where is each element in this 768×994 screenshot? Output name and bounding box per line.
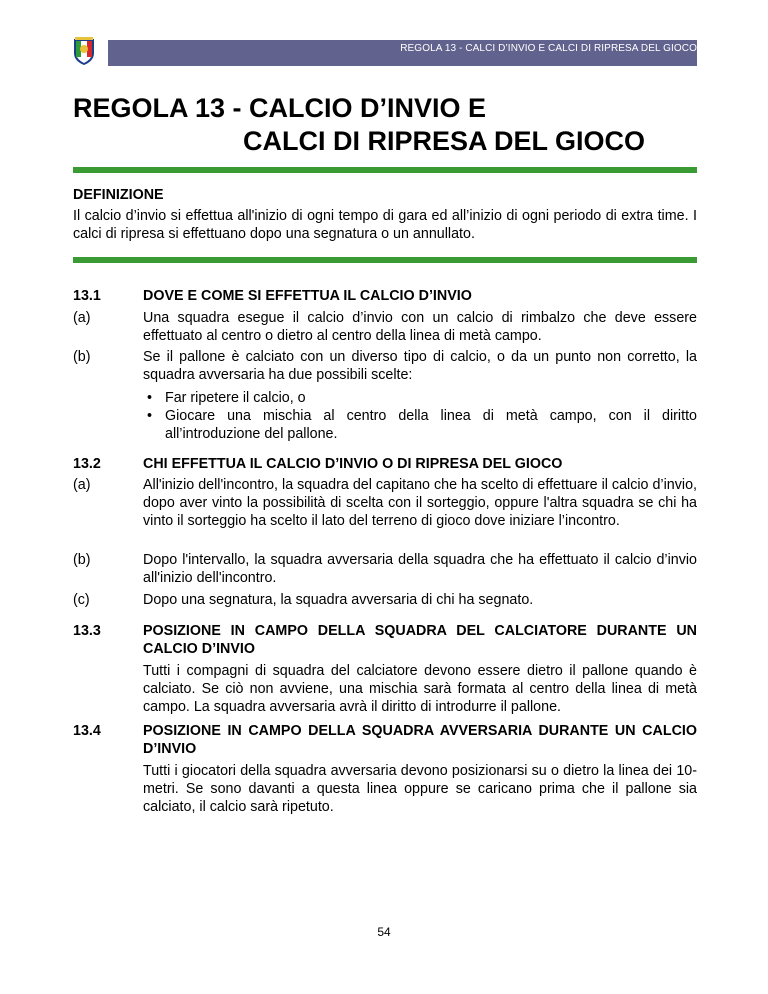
section-13-4-number: 13.4 xyxy=(73,723,101,739)
section-13-2-a-label: (a) xyxy=(73,477,91,493)
section-13-3-number: 13.3 xyxy=(73,623,101,639)
section-13-2-heading: CHI EFFETTUA IL CALCIO D’INVIO O DI RIPRESA DEL GIOCO xyxy=(143,456,563,472)
section-13-1-heading: DOVE E COME SI EFFETTUA IL CALCIO D’INVIO xyxy=(143,288,472,304)
section-13-4-text: Tutti i giocatori della squadra avversaria devono posizionarsi su o dietro la linea dei 10-metri. Se sono davanti a questa linea oppure se caricano prima che il pallone sia calciato, il calcio sarà ripetuto. xyxy=(143,763,697,815)
bullet-item: • Giocare una mischia al centro della linea di metà campo, con il diritto all’introduzione del pallone. xyxy=(143,407,697,443)
section-13-1-a-label: (a) xyxy=(73,310,91,326)
running-header-title: REGOLA 13 - CALCI D’INVIO E CALCI DI RIPRESA DEL GIOCO xyxy=(400,43,697,54)
section-13-3-heading: POSIZIONE IN CAMPO DELLA SQUADRA DEL CALCIATORE DURANTE UN CALCIO D’INVIO xyxy=(143,623,697,657)
definition-heading: DEFINIZIONE xyxy=(73,187,164,203)
green-divider-middle xyxy=(73,257,697,263)
definition-text: Il calcio d’invio si effettua all'inizio di ogni tempo di gara ed all’inizio di ogni periodo di extra time. I calci di ripresa si effettuano dopo una segnatura o un annullato. xyxy=(73,208,697,242)
page-number: 54 xyxy=(377,925,391,939)
section-13-2-b-text: Dopo l'intervallo, la squadra avversaria della squadra che ha effettuato il calcio d’invio all'inizio dell'incontro. xyxy=(143,552,697,586)
section-13-1-bullet-list xyxy=(143,389,697,443)
green-divider-top xyxy=(73,167,697,173)
section-13-1-a-text: Una squadra esegue il calcio d’invio con un calcio di rimbalzo che deve essere effettuato al centro o dietro al centro della linea di metà campo. xyxy=(143,310,697,344)
federation-shield-logo xyxy=(72,36,96,66)
section-13-2-c-text: Dopo una segnatura, la squadra avversaria di chi ha segnato. xyxy=(143,592,534,608)
section-13-1-number: 13.1 xyxy=(73,288,101,304)
section-13-2-c-label: (c) xyxy=(73,592,90,608)
section-13-1-b-label: (b) xyxy=(73,349,91,365)
bullet-item: • Far ripetere il calcio, o xyxy=(143,389,697,407)
section-13-1-b-text: Se il pallone è calciato con un diverso tipo di calcio, o da un punto non corretto, la squadra avversaria ha due possibili scelte: xyxy=(143,349,697,383)
section-13-2-b-label: (b) xyxy=(73,552,91,568)
section-13-3-text: Tutti i compagni di squadra del calciatore devono essere dietro il pallone quando è calciato. Se ciò non avviene, una mischia sarà formata al centro della linea di metà campo. La squadra avversaria avrà il diritto di introdurre il pallone. xyxy=(143,663,697,715)
section-13-4-heading: POSIZIONE IN CAMPO DELLA SQUADRA AVVERSARIA DURANTE UN CALCIO D’INVIO xyxy=(143,723,697,757)
section-13-2-number: 13.2 xyxy=(73,456,101,472)
section-13-2-a-text: All'inizio dell'incontro, la squadra del capitano che ha scelto di effettuare il calcio d’invio, dopo aver vinto la possibilità di scelta con il sorteggio, oppure l'altra squadra se chi ha vinto il sorteggio ha scelto il lato del terreno di gioco dove iniziare l’incontro. xyxy=(143,477,697,529)
page-title-line-1: REGOLA 13 - CALCIO D’INVIO E xyxy=(73,93,487,123)
page-title-line-2: CALCI DI RIPRESA DEL GIOCO xyxy=(243,126,646,156)
